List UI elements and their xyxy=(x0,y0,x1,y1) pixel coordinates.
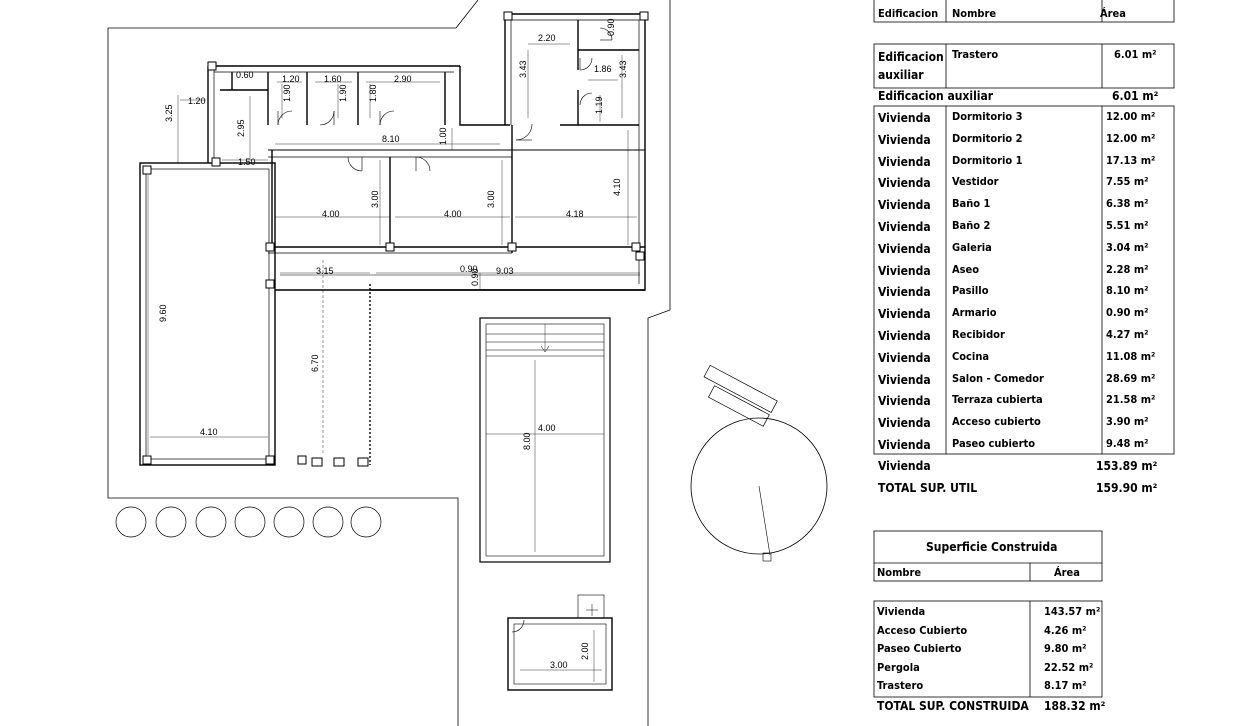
dim-label: 1.00 xyxy=(438,127,448,145)
row-building: Vivienda xyxy=(878,438,931,452)
row-area: 4.27 m² xyxy=(1106,328,1149,341)
header-nombre: Nombre xyxy=(877,566,922,579)
row-name: Acceso cubierto xyxy=(952,415,1041,429)
header-area: Área xyxy=(1054,566,1080,579)
row-name: Baño 1 xyxy=(952,197,991,211)
row-name: Aseo xyxy=(952,262,980,276)
dim-label: 8.10 xyxy=(382,134,400,144)
row-building: Vivienda xyxy=(878,416,931,431)
row-name: Armario xyxy=(952,306,997,320)
dim-label: 1.20 xyxy=(188,96,206,106)
row-name: Cocina xyxy=(952,349,990,363)
dim-label: 3.43 xyxy=(618,60,628,78)
row-building: Vivienda xyxy=(878,263,931,278)
row-building: Vivienda xyxy=(878,394,931,409)
dim-label: 3.00 xyxy=(486,190,496,208)
row-name: Paseo cubierto xyxy=(952,437,1035,450)
dim-label: 4.10 xyxy=(200,427,218,437)
dim-label: 3.00 xyxy=(370,190,380,208)
row-area: 8.17 m² xyxy=(1044,679,1087,692)
row-building: Vivienda xyxy=(878,198,931,213)
row-area: 22.52 m² xyxy=(1044,660,1094,674)
dim-label: 1.20 xyxy=(282,74,300,84)
row-name: Trastero xyxy=(877,679,924,692)
row-area: 21.58 m² xyxy=(1106,393,1156,407)
dim-label: 6.70 xyxy=(310,354,320,372)
header-area: Área xyxy=(1100,7,1126,20)
row-building: Vivienda xyxy=(878,111,931,125)
row-area: 12.00 m² xyxy=(1106,131,1156,145)
dim-label: 2.95 xyxy=(236,119,246,137)
row-area: 8.10 m² xyxy=(1106,284,1149,298)
dim-label: 1.90 xyxy=(282,84,292,102)
dim-label: 9.03 xyxy=(496,266,514,276)
row-building: Vivienda xyxy=(878,154,931,169)
row-area: 11.08 m² xyxy=(1106,349,1156,363)
dim-label: 8.00 xyxy=(522,432,532,450)
dim-label: 1.90 xyxy=(338,84,348,102)
dim-label: 1.19 xyxy=(594,96,604,114)
dim-label: 1.60 xyxy=(324,74,342,84)
dim-label: 2.90 xyxy=(394,74,412,84)
row-name: Dormitorio 2 xyxy=(952,131,1023,145)
row-area: 7.55 m² xyxy=(1106,175,1149,189)
row-building: Vivienda xyxy=(878,372,931,387)
row-name: Salon - Comedor xyxy=(952,371,1044,385)
dim-label: 2.20 xyxy=(538,33,556,43)
construida-total-value: 188.32 m² xyxy=(1044,699,1106,713)
dim-label: 4.00 xyxy=(538,423,556,433)
row-building: Vivienda xyxy=(878,307,931,322)
dim-label: 4.10 xyxy=(612,178,622,196)
row-building: Vivienda xyxy=(878,350,931,365)
dim-label: 3.43 xyxy=(518,60,528,78)
row-name: Terraza cubierta xyxy=(952,393,1043,407)
row-area: 143.57 m² xyxy=(1044,605,1101,618)
row-area: 12.00 m² xyxy=(1106,110,1156,123)
row-name: Pasillo xyxy=(952,284,989,298)
row-area: 5.51 m² xyxy=(1106,219,1149,232)
aux-total-label: Edificacion auxiliar xyxy=(878,89,994,103)
row-building: Vivienda xyxy=(878,220,931,234)
dim-label: 0.90 xyxy=(470,268,480,286)
aux-total-value: 6.01 m² xyxy=(1112,89,1159,103)
row-area: 4.26 m² xyxy=(1044,623,1087,637)
construida-title: Superficie Construida xyxy=(926,540,1058,554)
row-area: 28.69 m² xyxy=(1106,371,1156,385)
row-name: Acceso Cubierto xyxy=(877,623,968,637)
dim-label: 2.00 xyxy=(580,642,590,660)
grand-total-label: TOTAL SUP. UTIL xyxy=(878,481,978,495)
row-building: Vivienda xyxy=(878,241,931,256)
vivienda-total-value: 153.89 m² xyxy=(1096,459,1158,473)
dim-label: 9.60 xyxy=(158,304,168,322)
header-nombre: Nombre xyxy=(952,7,997,20)
dim-label: 0.60 xyxy=(236,70,254,80)
row-area: 0.90 m² xyxy=(1106,306,1149,320)
row-name: Galeria xyxy=(952,240,992,254)
row-building: Vivienda xyxy=(878,176,931,191)
dim-label: 1.80 xyxy=(368,84,378,102)
row-name: Baño 2 xyxy=(952,219,991,232)
row-name: Paseo Cubierto xyxy=(877,642,962,655)
header-edificacion: Edificacion xyxy=(878,7,939,20)
dim-label: 3.15 xyxy=(316,266,334,276)
row-name: Vestidor xyxy=(952,175,999,189)
dim-label: 4.00 xyxy=(322,209,340,219)
grand-total-value: 159.90 m² xyxy=(1096,481,1158,495)
dim-label: 3.00 xyxy=(550,660,568,670)
row-building: Vivienda xyxy=(878,329,931,343)
vivienda-total-label: Vivienda xyxy=(878,459,931,473)
dim-label: 3.25 xyxy=(164,104,174,122)
dim-label: 4.18 xyxy=(566,209,584,219)
dim-label: 0.90 xyxy=(460,264,478,274)
dim-label: 1.86 xyxy=(594,64,612,74)
row-area: 9.48 m² xyxy=(1106,437,1149,450)
row-area: 3.90 m² xyxy=(1106,415,1149,429)
row-name: Pergola xyxy=(877,660,920,674)
dim-label: 1.50 xyxy=(238,157,256,167)
superficie-construida-table xyxy=(874,531,1174,721)
row-name: Vivienda xyxy=(877,605,926,618)
row-building: Vivienda xyxy=(878,285,931,300)
dim-label: 4.00 xyxy=(444,209,462,219)
row-building: Vivienda xyxy=(878,132,931,147)
row-area: 9.80 m² xyxy=(1044,642,1087,655)
aux-name: Trastero xyxy=(952,48,999,61)
aux-area: 6.01 m² xyxy=(1114,48,1157,61)
aux-building: Edificacion auxiliar xyxy=(878,50,944,82)
row-area: 17.13 m² xyxy=(1106,153,1156,167)
row-name: Dormitorio 3 xyxy=(952,110,1023,123)
row-area: 6.38 m² xyxy=(1106,197,1149,211)
row-name: Recibidor xyxy=(952,328,1005,341)
row-area: 3.04 m² xyxy=(1106,240,1149,254)
dim-label: 0.90 xyxy=(606,18,616,36)
superficie-util-table xyxy=(874,0,1174,500)
construida-total-label: TOTAL SUP. CONSTRUIDA xyxy=(877,699,1029,713)
row-area: 2.28 m² xyxy=(1106,262,1149,276)
row-name: Dormitorio 1 xyxy=(952,153,1023,167)
